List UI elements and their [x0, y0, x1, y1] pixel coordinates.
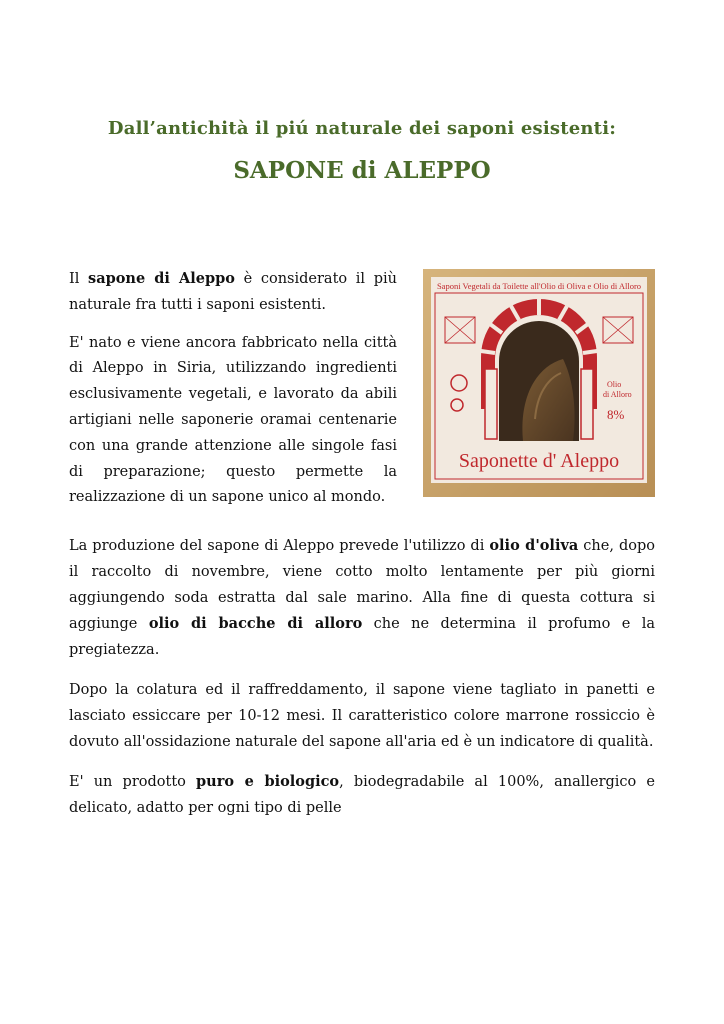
product-image-saponette [423, 269, 655, 497]
bold-term: puro e biologico [196, 773, 340, 791]
paragraph-5 [69, 769, 655, 822]
box-brand: Saponette d' Aleppo [458, 450, 620, 472]
paragraph-4: Dopo la colatura ed il raffreddamento, il sapone viene tagliato in panetti e lasciato essiccare per 10-12 mesi. Il caratteristico colore marrone rossiccio è dovuto all'ossidazione naturale del sapone all'aria ed è un indicatore di qualità. [69, 681, 655, 750]
bold-term: sapone di Aleppo [88, 270, 235, 287]
intro-column [69, 266, 397, 511]
text-run: E' un prodotto [69, 774, 197, 791]
page-subtitle: Dall’antichità il piú naturale dei saponi esistenti: [107, 118, 617, 139]
text-run: che, dopo il raccolto di novembre, viene cotto molto lentamente per più giorni aggiungendo soda estratta dal sale marino. Alla fine di questa cottura si aggiunge [69, 538, 655, 633]
text-run: è considerato il più naturale fra tutti i saponi esistenti. [69, 271, 397, 313]
intro-paragraph-1 [69, 266, 397, 319]
bold-term: olio di bacche di alloro [148, 615, 363, 633]
box-badge-line-2: di Alloro [603, 390, 632, 399]
text-run: che ne determina il profumo e la pregiatezza. [69, 616, 655, 659]
text-run: Il [69, 271, 89, 287]
text-run: , biodegradabile al 100%, anallergico e delicato, adatto per ogni tipo di pelle [69, 774, 655, 817]
bold-term: olio d'oliva [489, 537, 579, 554]
paragraph-3 [69, 533, 655, 664]
main-column [69, 533, 655, 822]
box-badge-line-1: Olio [607, 380, 622, 389]
box-top-line: Saponi Vegetali da Toilette all'Olio di Oliva e Olio di Alloro [436, 281, 642, 291]
page-title: SAPONE di ALEPPO [233, 157, 491, 184]
text-run: La produzione del sapone di Aleppo prevede l'utilizzo di [69, 538, 490, 554]
intro-paragraph-2: E' nato e viene ancora fabbricato nella città di Aleppo in Siria, utilizzando ingredienti esclusivamente vegetali, e lavorato da abili artigiani nelle saponerie oramai centenarie con una grande attenzione alle singole fasi di preparazione; questo permette la realizzazione di un sapone unico al mondo. [69, 334, 397, 506]
box-badge-percent: 8% [607, 407, 625, 422]
